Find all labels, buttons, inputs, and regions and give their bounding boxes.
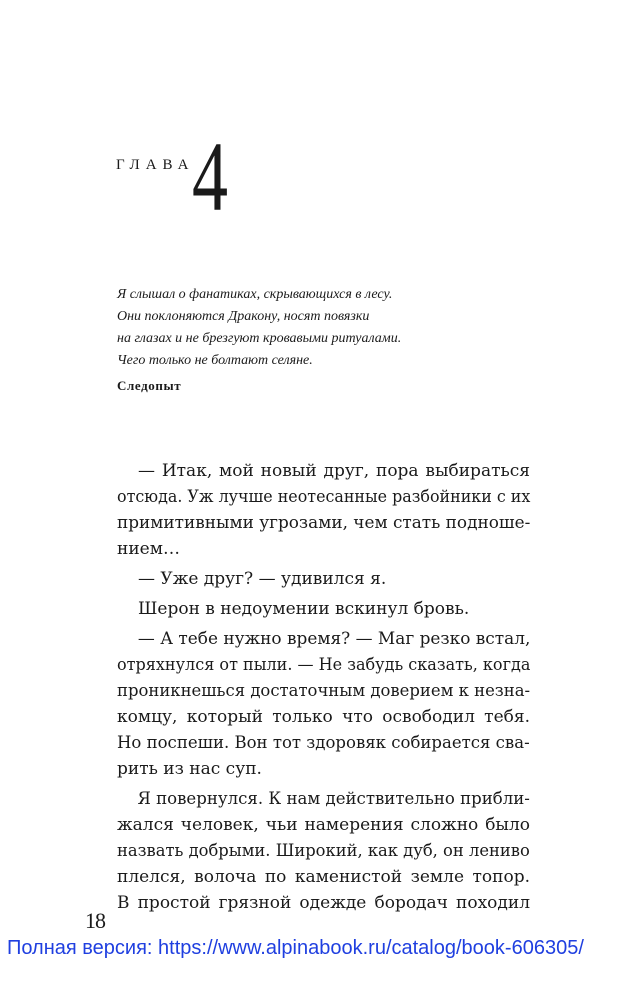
body-line: — А тебе нужно время? — Маг резко встал, (137, 629, 531, 649)
body-line: проникнешься достаточным доверием к незна- (117, 681, 531, 701)
chapter-number: 4 (192, 121, 228, 232)
body-line: назвать добрыми. Широкий, как дуб, он лениво (117, 841, 530, 861)
epigraph-line: на глазах и не брезгуют кровавыми ритуалами. (117, 331, 402, 346)
body-text (117, 458, 530, 916)
body-line: комцу, который только что освободил тебя. (117, 707, 530, 727)
body-line: отряхнулся от пыли. — Не забудь сказать, когда (117, 655, 531, 675)
body-line: отсюда. Уж лучше неотесанные разбойники с их (117, 487, 531, 507)
chapter-label: ГЛАВА (116, 157, 195, 173)
page-number: 18 (85, 908, 105, 933)
full-version-link[interactable]: Полная версия: https://www.alpinabook.ru/catalog/book-606305/ (7, 937, 584, 959)
body-line: — Уже друг? — удивился я. (138, 569, 387, 589)
epigraph (117, 284, 537, 394)
body-line: Но поспеши. Вон тот здоровяк собирается сва- (117, 733, 530, 753)
epigraph-line: Я слышал о фанатиках, скрывающихся в лесу. (117, 287, 393, 302)
epigraph-source: Следопыт (117, 378, 182, 393)
epigraph-line: Они поклоняются Дракону, носят повязки (117, 309, 370, 324)
body-line: нием… (117, 539, 180, 559)
body-line: — Итак, мой новый друг, пора выбираться (138, 461, 530, 481)
body-line: плелся, волоча по каменистой земле топор. (117, 867, 530, 887)
body-line: В простой грязной одежде бородач походил (117, 893, 530, 913)
body-line: рить из нас суп. (117, 759, 262, 779)
body-line: Шерон в недоумении вскинул бровь. (138, 599, 470, 619)
body-line: Я повернулся. К нам действительно прибли- (137, 789, 530, 809)
epigraph-line: Чего только не болтают селяне. (117, 353, 313, 368)
body-line: примитивными угрозами, чем стать подноше- (117, 513, 531, 533)
body-line: жался человек, чьи намерения сложно было (117, 815, 530, 835)
